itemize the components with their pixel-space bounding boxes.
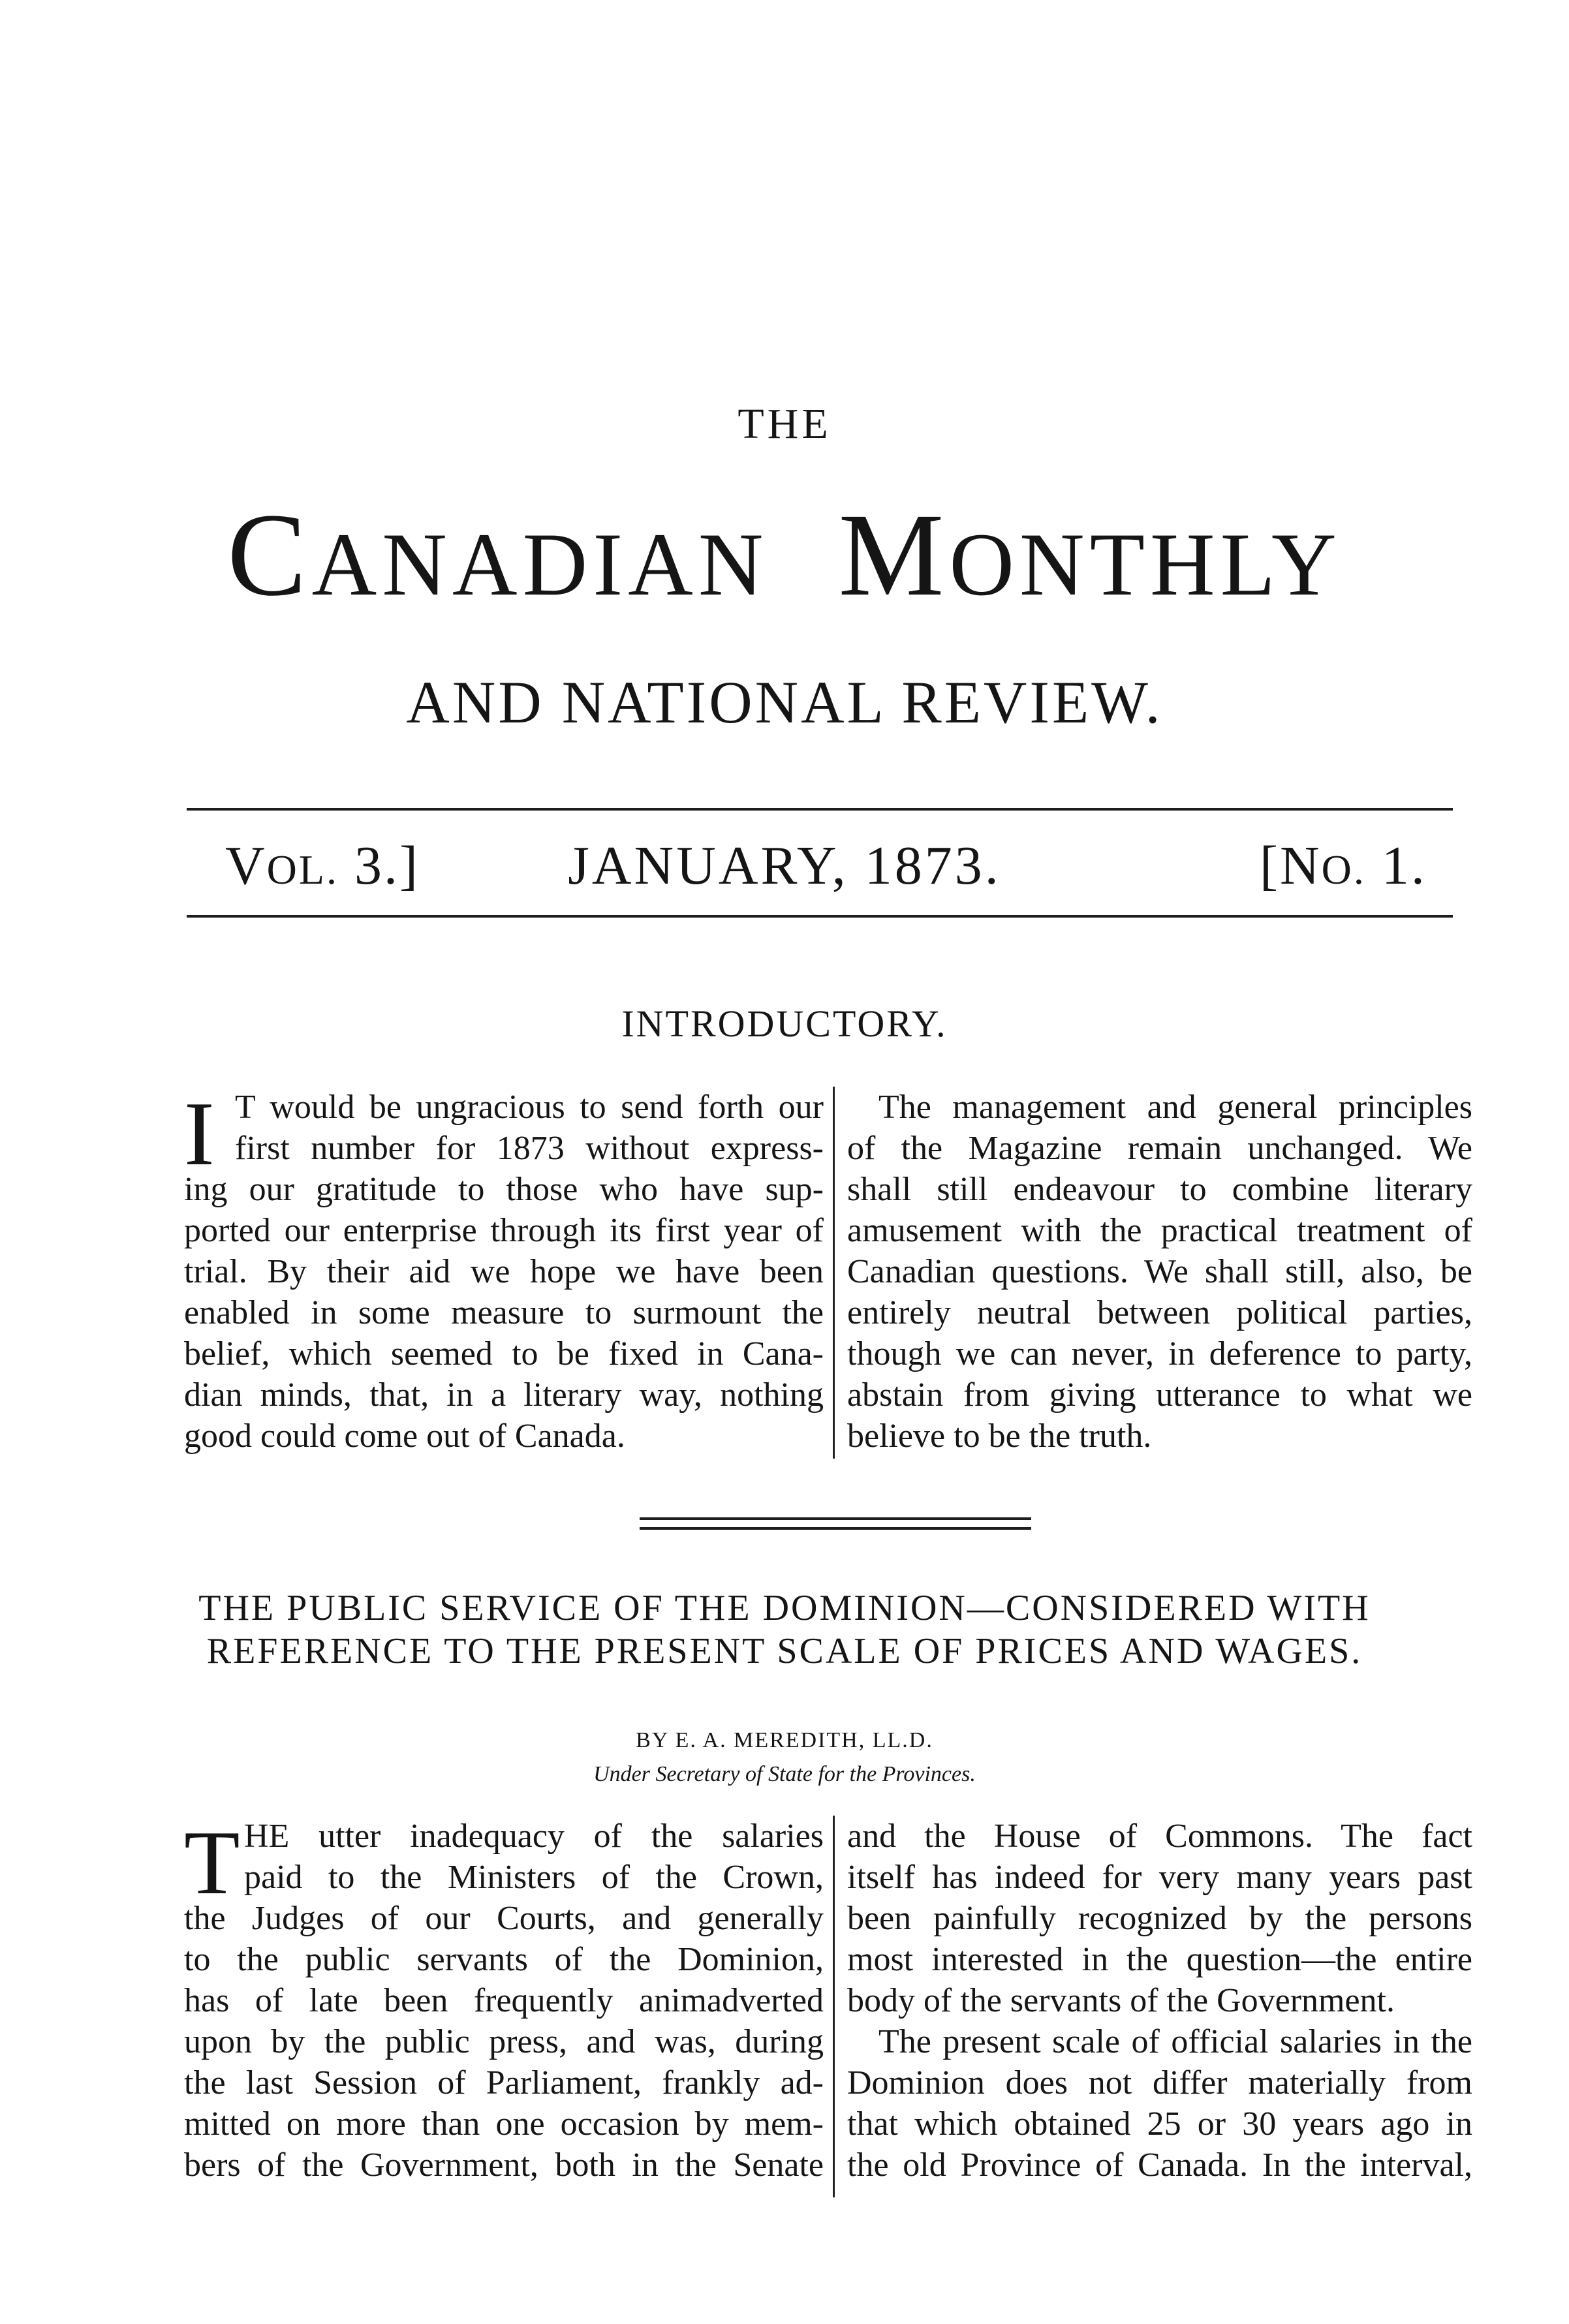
- masthead-title-initial-c: C: [227, 489, 312, 621]
- text-line: first number for 1873 without express-: [235, 1130, 824, 1167]
- text-line: HE utter inadequacy of the salaries: [244, 1818, 824, 1855]
- text-line: bers of the Government, both in the Senate: [184, 2146, 824, 2184]
- text-line: body of the servants of the Government.: [847, 1982, 1395, 2019]
- masthead-the: THE: [738, 400, 831, 448]
- text-line: Canadian questions. We shall still, also, be: [847, 1253, 1472, 1290]
- introductory-heading: INTRODUCTORY.: [621, 1002, 948, 1045]
- issue-number-initial: [N: [1260, 835, 1322, 896]
- text-line: upon by the public press, and was, during: [184, 2023, 824, 2060]
- volume-initial: V: [225, 835, 267, 896]
- text-line: has of late been frequently animadverted: [184, 1982, 824, 2019]
- article-left-column: [184, 1812, 824, 2186]
- text-line: to the public servants of the Dominion,: [184, 1941, 824, 1978]
- masthead-title-canadian: ANADIAN: [311, 514, 769, 614]
- masthead-title: [0, 489, 1569, 621]
- introductory-right-column: [847, 1087, 1472, 1457]
- volume-rest: OL.: [266, 846, 339, 893]
- text-line: paid to the Ministers of the Crown,: [244, 1859, 824, 1896]
- text-line: amusement with the practical treatment of: [847, 1212, 1472, 1249]
- text-line: believe to be the truth.: [847, 1418, 1152, 1455]
- article-right-column: [847, 1816, 1472, 2186]
- issue-number: [1260, 835, 1427, 896]
- text-line: belief, which seemed to be fixed in Cana-: [184, 1335, 824, 1372]
- issue-rule-top: [187, 808, 1453, 811]
- text-line: of the Magazine remain unchanged. We: [847, 1130, 1472, 1167]
- section-double-rule-bottom: [640, 1527, 1031, 1530]
- text-line: dian minds, that, in a literary way, nothing: [184, 1376, 824, 1414]
- text-line: ported our enterprise through its first year of: [184, 1212, 824, 1249]
- text-line: good could come out of Canada.: [184, 1418, 625, 1455]
- masthead-subtitle: AND NATIONAL REVIEW.: [406, 669, 1163, 736]
- issue-number-value: 1.: [1381, 835, 1427, 896]
- text-line: though we can never, in deference to party,: [847, 1335, 1472, 1372]
- introductory-column-divider: [833, 1087, 835, 1459]
- text-line: that which obtained 25 or 30 years ago in: [847, 2105, 1472, 2143]
- introductory-dropcap: I: [184, 1083, 215, 1185]
- text-line: most interested in the question—the entire: [847, 1941, 1472, 1978]
- text-line: the last Session of Parliament, frankly ad-: [184, 2064, 824, 2101]
- text-line: entirely neutral between political parties,: [847, 1294, 1472, 1331]
- article-column-divider: [833, 1816, 835, 2197]
- issue-rule-bottom: [187, 915, 1453, 918]
- article-title-line-1: THE PUBLIC SERVICE OF THE DOMINION—CONSIDERED WITH: [198, 1588, 1371, 1628]
- article-byline: BY E. A. MEREDITH, LL.D.: [636, 1728, 933, 1752]
- introductory-left-column: [184, 1083, 824, 1457]
- text-line: been painfully recognized by the persons: [847, 1900, 1472, 1937]
- issue-date: JANUARY, 1873.: [568, 835, 1001, 896]
- text-line: trial. By their aid we hope we have been: [184, 1253, 824, 1290]
- article-dropcap: T: [184, 1812, 240, 1913]
- masthead-title-initial-m: M: [838, 489, 950, 621]
- text-line: shall still endeavour to combine literary: [847, 1171, 1472, 1208]
- text-line: The present scale of official salaries in the: [878, 2023, 1472, 2060]
- text-line: The management and general principles: [878, 1089, 1472, 1126]
- text-line: ing our gratitude to those who have sup-: [184, 1171, 824, 1208]
- text-line: the Judges of our Courts, and generally: [184, 1900, 824, 1937]
- text-line: T would be ungracious to send forth our: [235, 1089, 824, 1126]
- article-author-office: Under Secretary of State for the Provinces.: [593, 1762, 976, 1786]
- text-line: mitted on more than one occasion by mem-: [184, 2105, 824, 2143]
- text-line: abstain from giving utterance to what we: [847, 1376, 1472, 1414]
- section-double-rule-top: [640, 1517, 1031, 1520]
- text-line: Dominion does not differ materially from: [847, 2064, 1472, 2101]
- text-line: the old Province of Canada. In the interval,: [847, 2146, 1472, 2184]
- text-line: itself has indeed for very many years past: [847, 1859, 1472, 1896]
- article-title-line-2: REFERENCE TO THE PRESENT SCALE OF PRICES AND WAGES.: [206, 1631, 1363, 1671]
- volume-number: 3.]: [354, 835, 420, 896]
- text-line: enabled in some measure to surmount the: [184, 1294, 824, 1331]
- masthead-title-monthly: ONTHLY: [949, 514, 1342, 614]
- text-line: and the House of Commons. The fact: [847, 1818, 1472, 1855]
- issue-number-rest: O.: [1321, 846, 1366, 893]
